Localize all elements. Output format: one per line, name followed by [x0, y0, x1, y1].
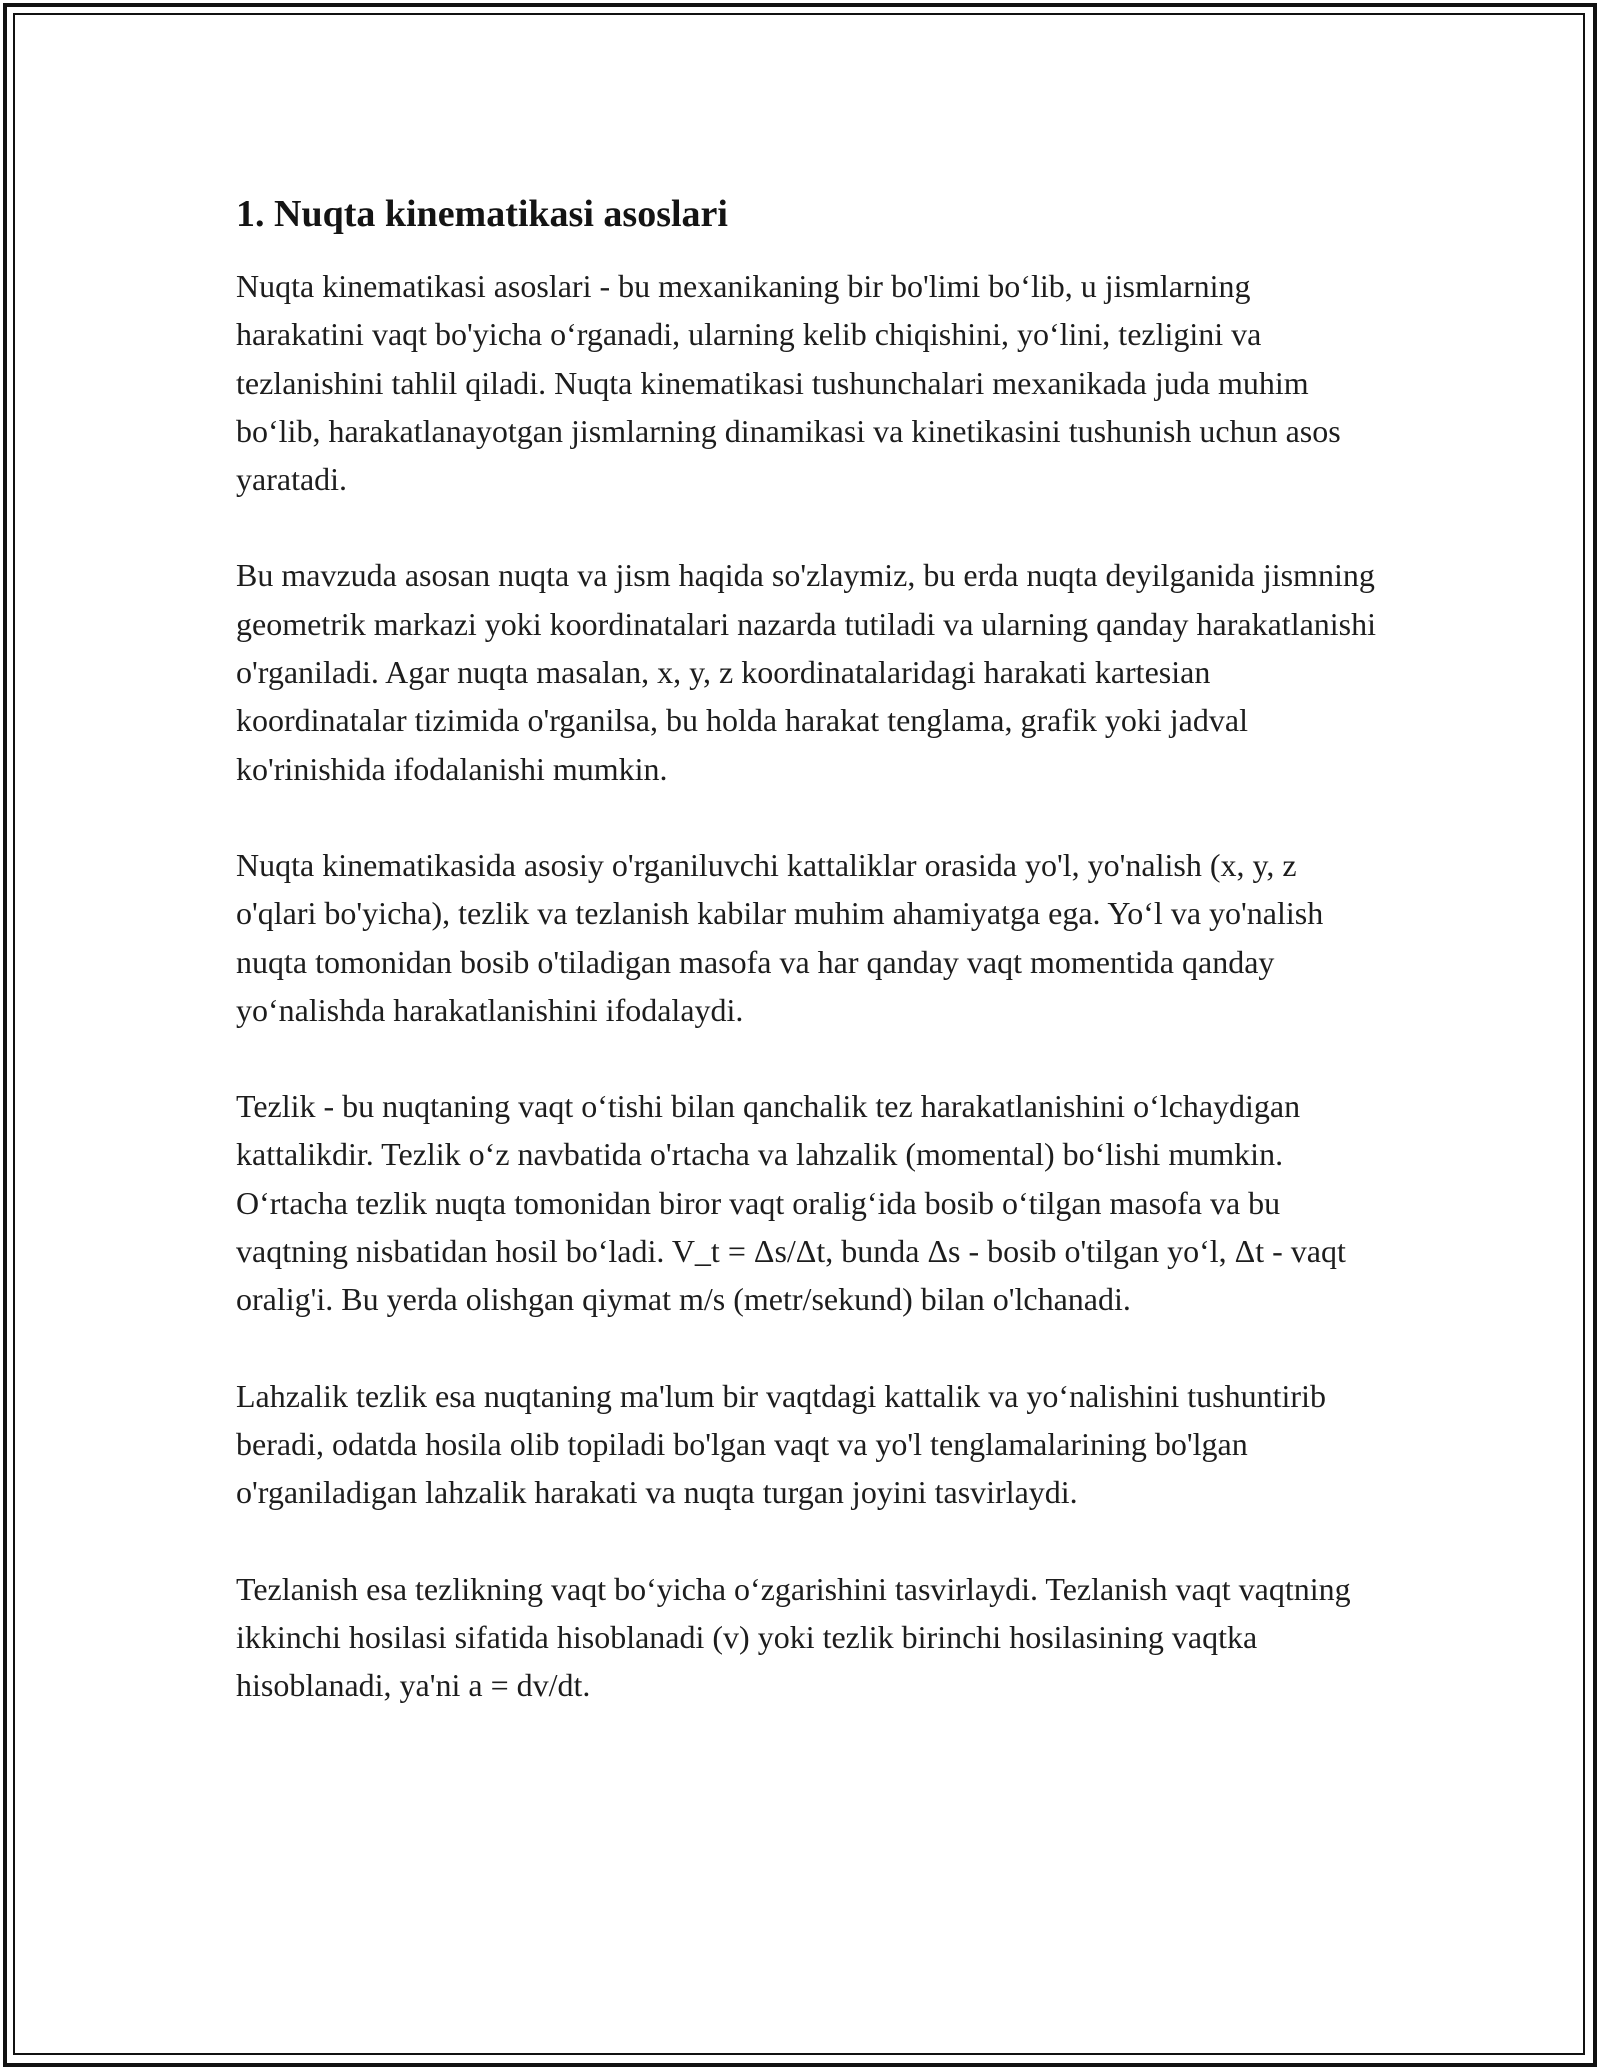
document-body	[236, 188, 1376, 1757]
paragraph-instant-velocity: Lahzalik tezlik esa nuqtaning ma'lum bir vaqtdagi kattalik va yo‘nalishini tushuntirib beradi, odatda hosila olib topiladi bo'lgan vaqt va yo'l tenglamalarining bo'lgan o'rganiladigan lahzalik harakati va nuqta turgan joyini tasvirlaydi.	[236, 1377, 1326, 1511]
paragraph-point-and-body: Bu mavzuda asosan nuqta va jism haqida so'zlaymiz, bu erda nuqta deyilganida jismning geometrik markazi yoki koordinatalari nazarda tutiladi va ularning qanday harakatlanishi o'rganiladi. Agar nuqta masalan, x, y, z koordinatalaridagi harakati kartesian koordinatalar tizimida o'rganilsa, bu holda harakat tenglama, grafik yoki jadval ko'rinishida ifodalanishi mumkin.	[236, 557, 1377, 787]
paragraph-intro: Nuqta kinematikasi asoslari - bu mexanikaning bir bo'limi bo‘lib, u jismlarning harakatini vaqt bo'yicha o‘rganadi, ularning kelib chiqishini, yo‘lini, tezligini va tezlanishini tahlil qiladi. Nuqta kinematikasi tushunchalari mexanikada juda muhim bo‘lib, harakatlanayotgan jismlarning dinamikasi va kinetikasini tushunish uchun asos yaratadi.	[236, 268, 1341, 498]
paragraph-velocity: Tezlik - bu nuqtaning vaqt o‘tishi bilan qanchalik tez harakatlanishini o‘lchaydigan kattalikdir. Tezlik o‘z navbatida o'rtacha va lahzalik (momental) bo‘lishi mumkin. O‘rtacha tezlik nuqta tomonidan biror vaqt oralig‘ida bosib o‘tilgan masofa va bu vaqtning nisbatidan hosil bo‘ladi. V_t = Δs/Δt, bunda Δs - bosib o'tilgan yo‘l, Δt - vaqt oralig'i. Bu yerda olishgan qiymat m/s (metr/sekund) bilan o'lchanadi.	[236, 1088, 1346, 1318]
paragraph-quantities: Nuqta kinematikasida asosiy o'rganiluvchi kattaliklar orasida yo'l, yo'nalish (x, y, z o'qlari bo'yicha), tezlik va tezlanish kabilar muhim ahamiyatga ega. Yo‘l va yo'nalish nuqta tomonidan bosib o'tiladigan masofa va har qanday vaqt momentida qanday yo‘nalishda harakatlanishini ifodalaydi.	[236, 846, 1324, 1028]
paragraph-acceleration: Tezlanish esa tezlikning vaqt bo‘yicha o‘zgarishini tasvirlaydi. Tezlanish vaqt vaqtning ikkinchi hosilasi sifatida hisoblanadi (v) yoki tezlik birinchi hosilasining vaqtka hisoblanadi, ya'ni a = dv/dt.	[236, 1570, 1351, 1704]
section-title: 1. Nuqta kinematikasi asoslari	[236, 193, 728, 235]
